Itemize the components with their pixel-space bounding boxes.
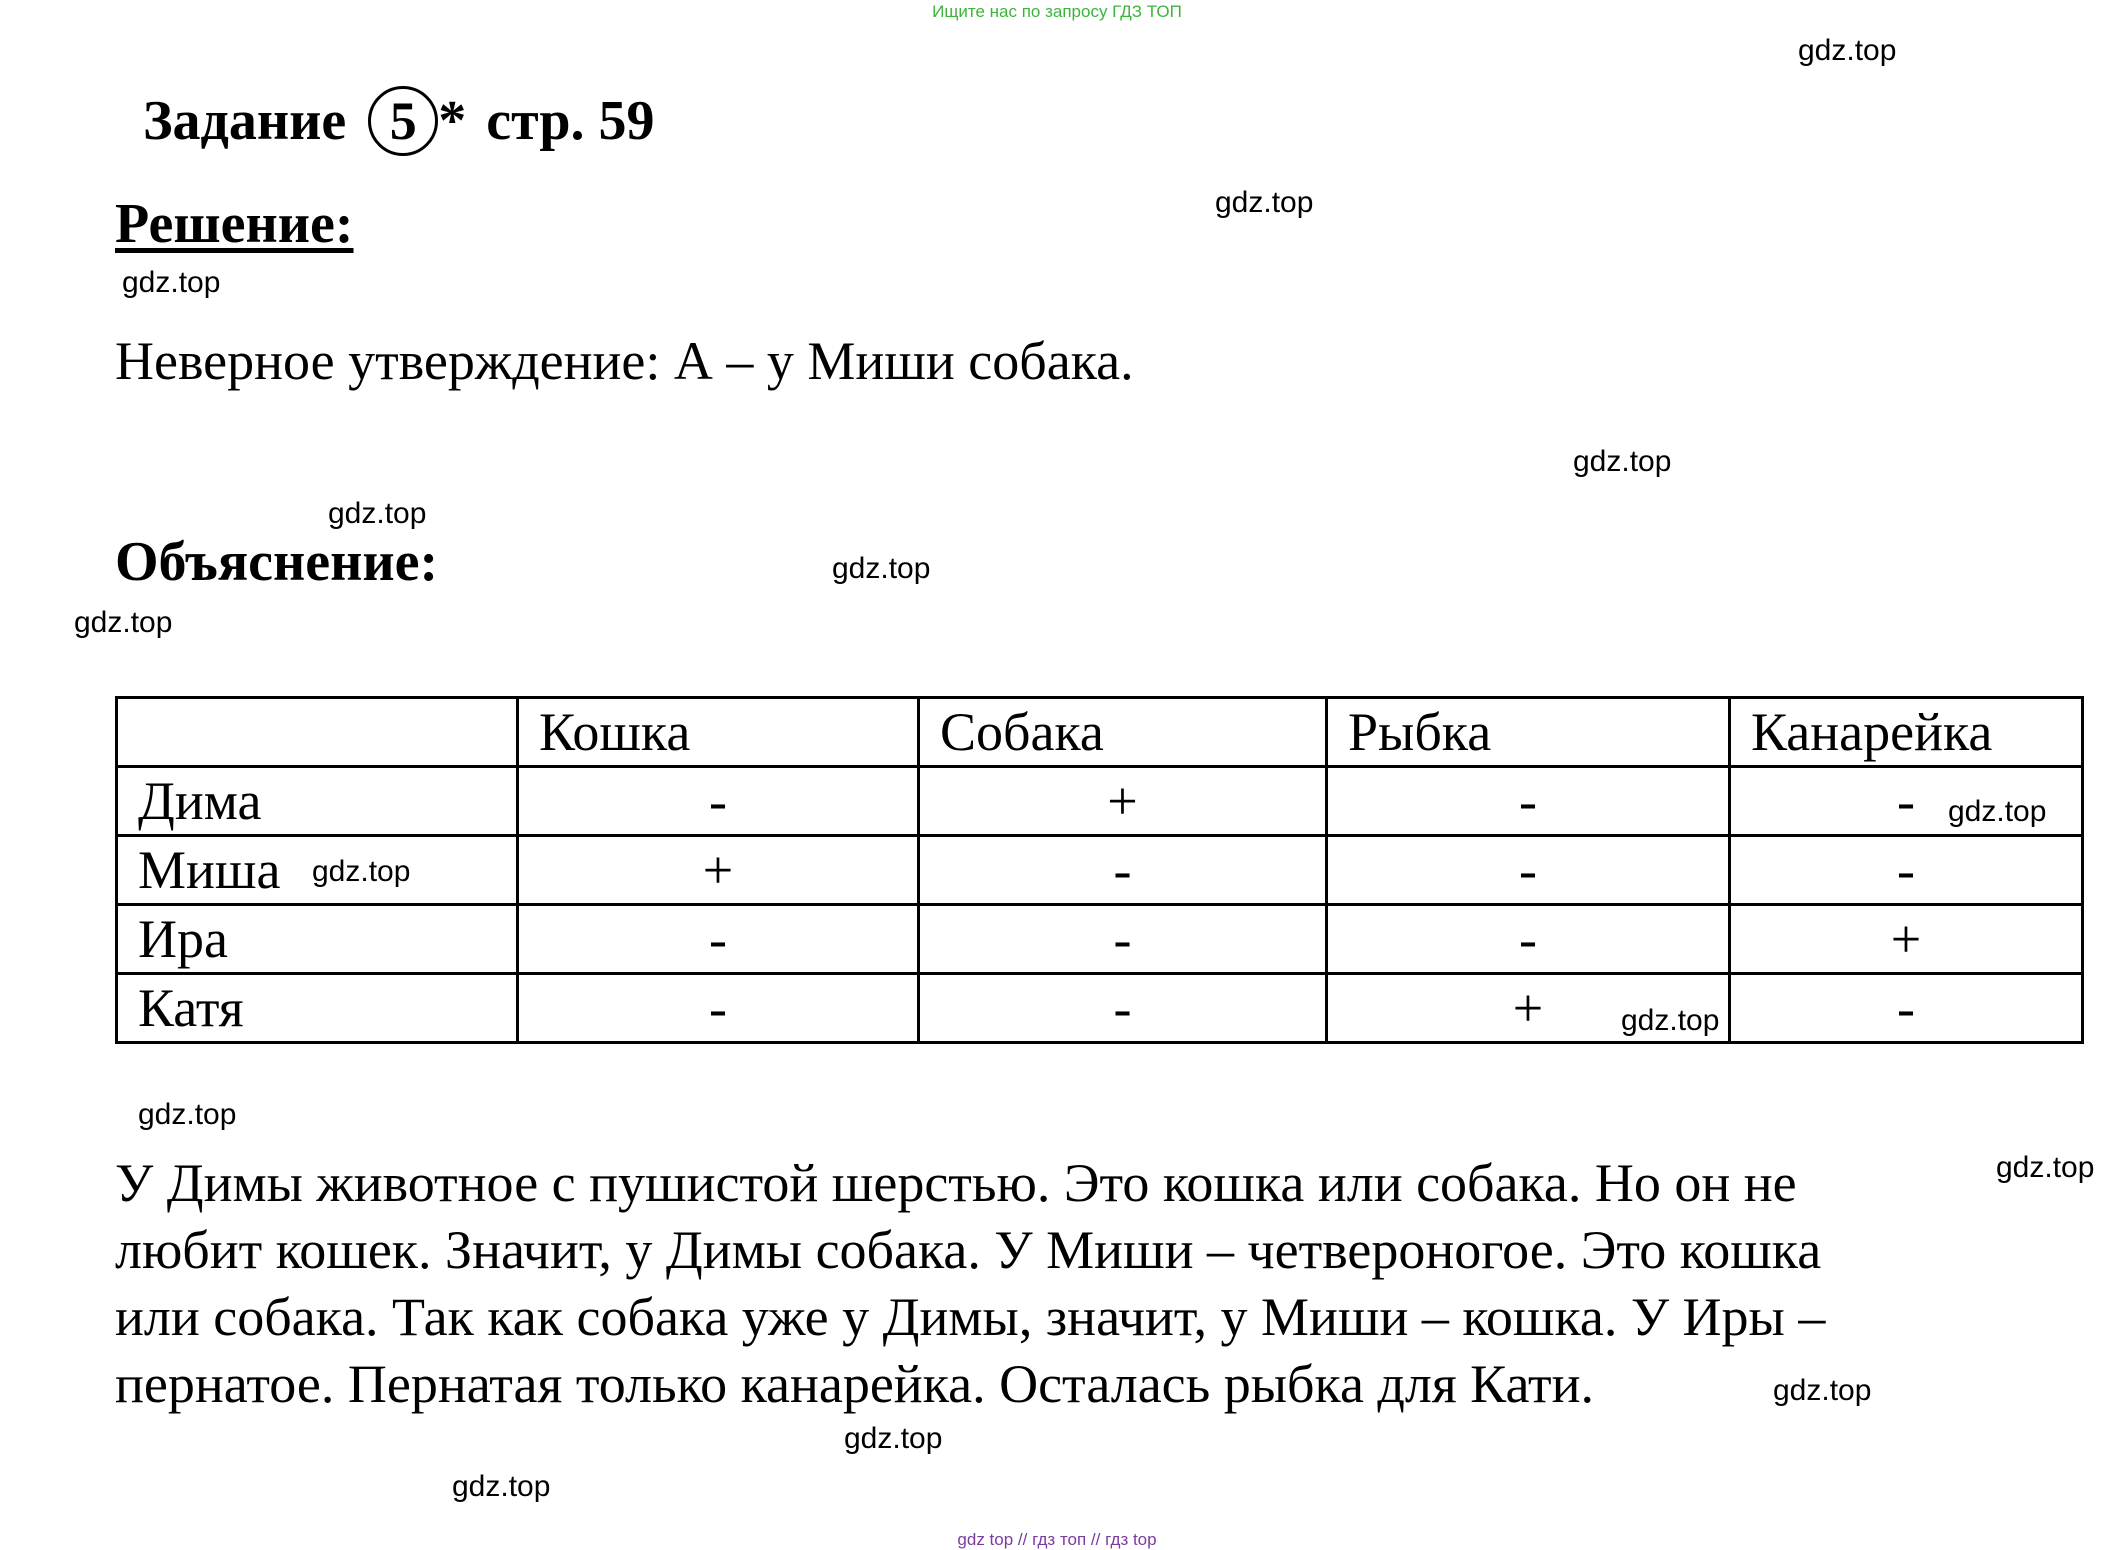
table-cell: - — [1327, 905, 1730, 974]
watermark: gdz.top — [1798, 34, 1897, 67]
row-name: Дима — [117, 767, 518, 836]
table-header-cell: Канарейка — [1730, 698, 2083, 767]
explanation-line: или собака. Так как собака уже у Димы, значит, у Миши – кошка. У Иры – — [115, 1287, 1826, 1347]
table-cell: + — [518, 836, 919, 905]
table-cell: - — [1730, 767, 2083, 836]
table-cell: - — [518, 767, 919, 836]
table-cell: - — [1730, 974, 2083, 1043]
task-page: стр. 59 — [486, 90, 655, 152]
watermark: gdz.top — [312, 855, 411, 888]
task-number-circle: 5 — [368, 86, 438, 156]
table-cell: + — [1730, 905, 2083, 974]
table-row — [117, 974, 2083, 1043]
watermark: gdz.top — [1573, 445, 1672, 478]
watermark: gdz.top — [844, 1422, 943, 1455]
explanation-line: любит кошек. Значит, у Димы собака. У Миши – четвероногое. Это кошка — [115, 1220, 1822, 1280]
watermark: gdz.top — [328, 497, 427, 530]
explanation-heading: Объяснение: — [115, 531, 439, 593]
table-header-cell: Рыбка — [1327, 698, 1730, 767]
explanation-line: У Димы животное с пушистой шерстью. Это кошка или собака. Но он не — [115, 1153, 1797, 1213]
explanation-text — [115, 1150, 2015, 1418]
table-cell: - — [1327, 767, 1730, 836]
task-word: Задание — [143, 90, 347, 152]
table-header-cell: Собака — [919, 698, 1327, 767]
table-header-cell — [117, 698, 518, 767]
task-star: * — [438, 90, 467, 152]
watermark: gdz.top — [122, 266, 221, 299]
table-cell: - — [919, 974, 1327, 1043]
watermark: gdz.top — [138, 1098, 237, 1131]
watermark: gdz.top — [1996, 1151, 2095, 1184]
footer-links: gdz top // гдз топ // гдз top — [957, 1530, 1157, 1549]
row-name: Катя — [117, 974, 518, 1043]
table-cell: - — [1327, 836, 1730, 905]
table-cell: - — [919, 905, 1327, 974]
table-row — [117, 905, 2083, 974]
watermark: gdz.top — [74, 606, 173, 639]
watermark: gdz.top — [452, 1470, 551, 1503]
watermark: gdz.top — [1773, 1374, 1872, 1407]
table-cell: + — [1327, 974, 1730, 1043]
table-header-row — [117, 698, 2083, 767]
task-title — [143, 86, 654, 156]
watermark: gdz.top — [1215, 186, 1314, 219]
row-name: Ира — [117, 905, 518, 974]
explanation-line: пернатое. Пернатая только канарейка. Осталась рыбка для Кати. — [115, 1354, 1595, 1414]
table-header-cell: Кошка — [518, 698, 919, 767]
table-cell: - — [518, 974, 919, 1043]
watermark: gdz.top — [1948, 795, 2047, 828]
table-row — [117, 836, 2083, 905]
top-banner: Ищите нас по запросу ГДЗ ТОП — [932, 2, 1182, 21]
table-cell: - — [1730, 836, 2083, 905]
row-name: Миша — [117, 836, 518, 905]
answer-text: Неверное утверждение: А – у Миши собака. — [115, 331, 1134, 391]
table-cell: - — [919, 836, 1327, 905]
solution-heading: Решение: — [115, 193, 354, 255]
table-row — [117, 767, 2083, 836]
table-cell: + — [919, 767, 1327, 836]
table-cell: - — [518, 905, 919, 974]
watermark: gdz.top — [1621, 1004, 1720, 1037]
watermark: gdz.top — [832, 552, 931, 585]
